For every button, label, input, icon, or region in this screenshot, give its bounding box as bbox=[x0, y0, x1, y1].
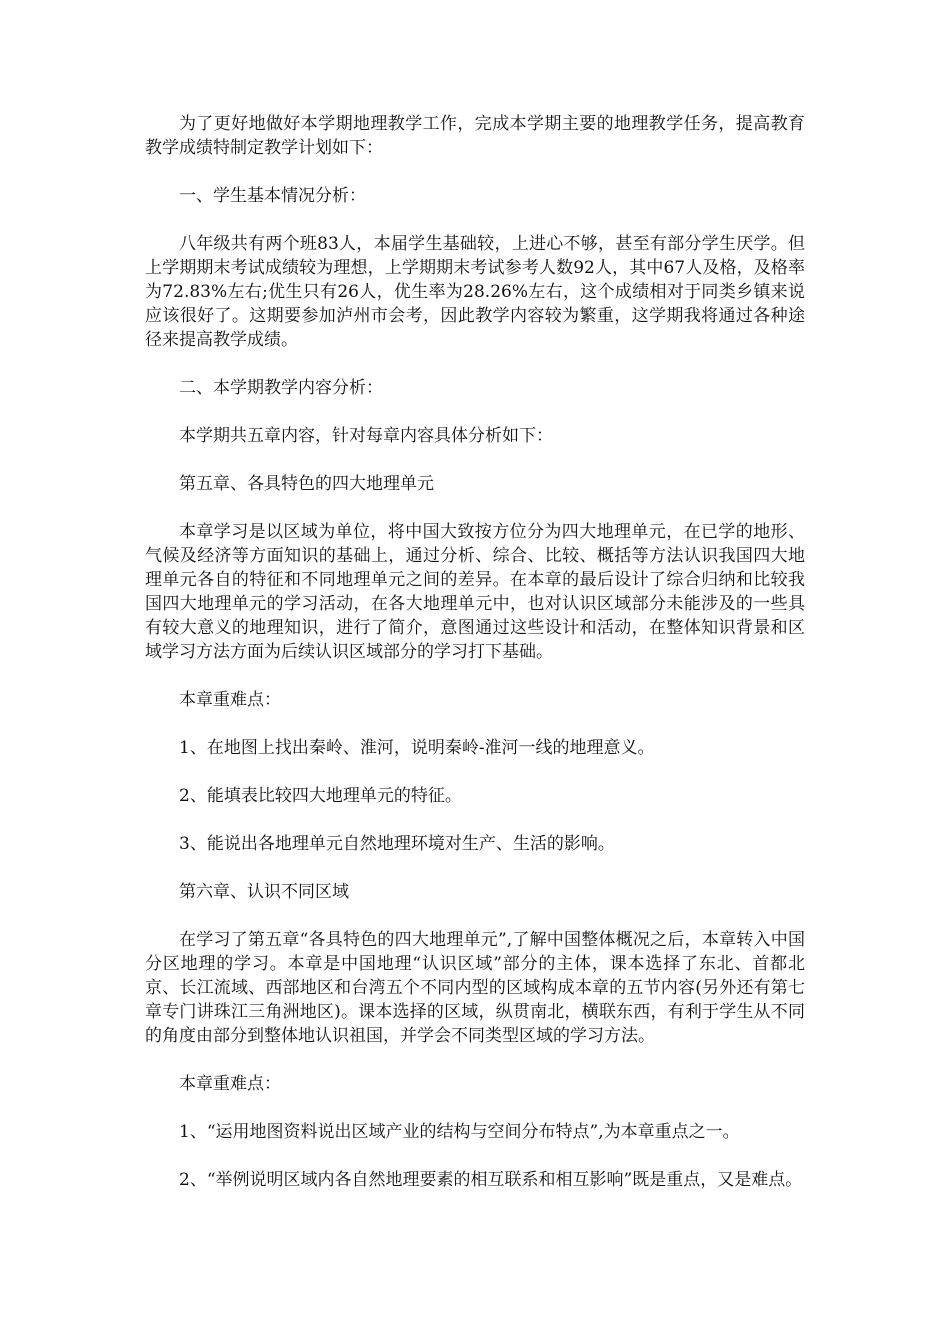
student-analysis-paragraph: 八年级共有两个班83人，本届学生基础较，上进心不够，甚至有部分学生厌学。但上学期期末考试成绩较为理想，上学期期末考试参考人数92人，其中67人及格，及格率为72.83%左右;优生只有26人，优生率为28.26%左右，这个成绩相对于同类乡镇来说应该很好了。这期要参加泸州市会考，因此教学内容较为繁重，这学期我将通过各种途径来提高教学成绩。 bbox=[145, 234, 805, 350]
chapter-six-paragraph: 在学习了第五章“各具特色的四大地理单元”,了解中国整体概况之后，本章转入中国分区地理的学习。本章是中国地理“认识区域”部分的主体，课本选择了东北、首都北京、长江流域、西部地区和台湾五个不同内型的区域构成本章的五节内容(另外还有第七章专门讲珠江三角洲地区)。课本选择的区域，纵贯南北，横联东西，有利于学生从不同的角度由部分到整体地认识祖国，并学会不同类型区域的学习方法。 bbox=[145, 930, 805, 1046]
chapter-five-key-points-heading: 本章重难点： bbox=[179, 690, 281, 710]
chapter-five-paragraph: 本章学习是以区域为单位，将中国大致按方位分为四大地理单元，在已学的地形、气候及经济等方面知识的基础上，通过分析、综合、比较、概括等方法认识我国四大地理单元各自的特征和不同地理单元之间的差异。在本章的最后设计了综合归纳和比较我国四大地理单元的学习活动，在各大地理单元中，也对认识区域部分未能涉及的一些具有较大意义的地理知识，进行了简介，意图通过这些设计和活动，在整体知识背景和区域学习方法方面为后续认识区域部分的学习打下基础。 bbox=[145, 522, 805, 662]
chapter-five-point-3: 3、能说出各地理单元自然地理环境对生产、生活的影响。 bbox=[179, 834, 615, 854]
content-overview-paragraph: 本学期共五章内容，针对每章内容具体分析如下： bbox=[179, 426, 553, 446]
document-body bbox=[145, 112, 805, 1216]
chapter-six-heading: 第六章、认识不同区域 bbox=[179, 882, 349, 902]
chapter-six-key-points-heading: 本章重难点： bbox=[179, 1074, 281, 1094]
chapter-six-point-2: 2、“举例说明区域内各自然地理要素的相互联系和相互影响”既是重点，又是难点。 bbox=[179, 1170, 803, 1190]
intro-paragraph: 为了更好地做好本学期地理教学工作，完成本学期主要的地理教学任务，提高教育教学成绩特制定教学计划如下： bbox=[145, 114, 805, 158]
chapter-six-point-1: 1、“运用地图资料说出区域产业的结构与空间分布特点”,为本章重点之一。 bbox=[179, 1122, 740, 1142]
chapter-five-heading: 第五章、各具特色的四大地理单元 bbox=[179, 474, 434, 494]
section-heading-content-analysis: 二、本学期教学内容分析： bbox=[179, 378, 383, 398]
section-heading-student-analysis: 一、学生基本情况分析： bbox=[179, 186, 366, 206]
chapter-five-point-1: 1、在地图上找出秦岭、淮河，说明秦岭-淮河一线的地理意义。 bbox=[179, 738, 655, 758]
chapter-five-point-2: 2、能填表比较四大地理单元的特征。 bbox=[179, 786, 462, 806]
